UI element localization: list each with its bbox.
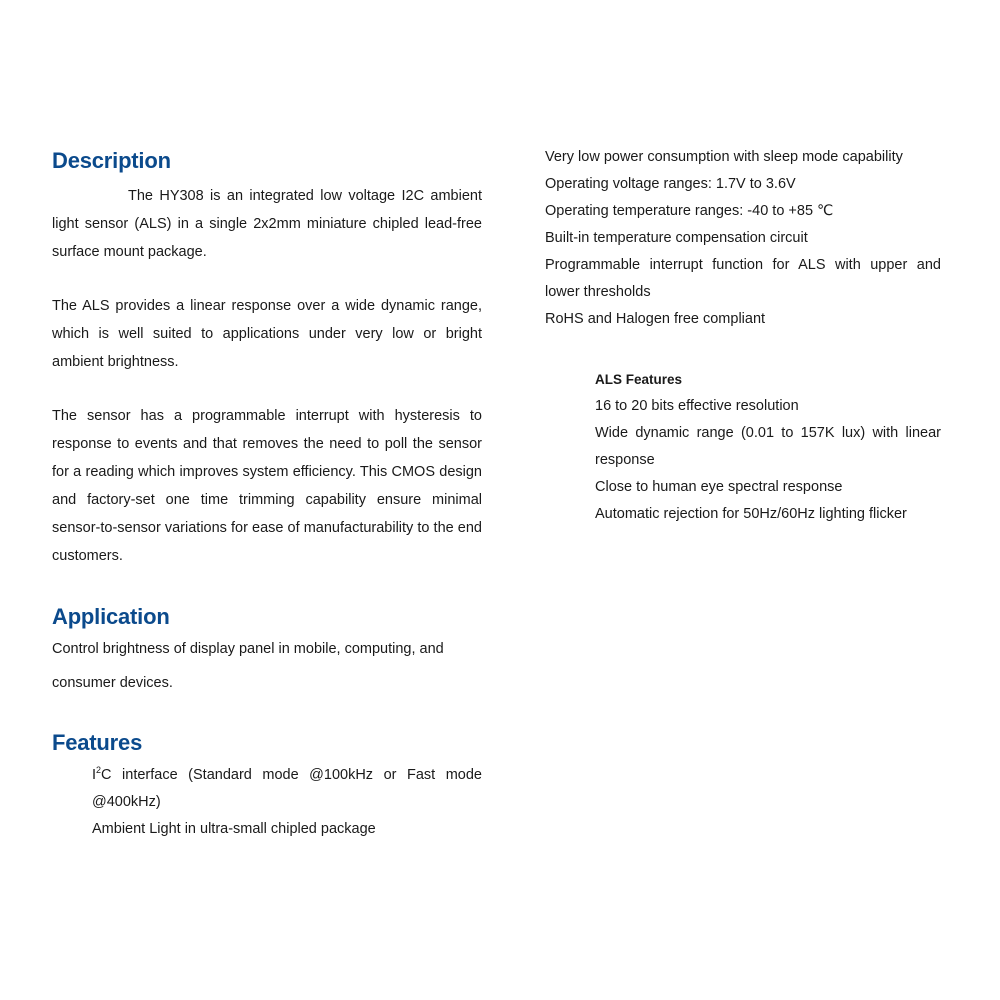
features-list — [92, 762, 482, 843]
application-text: Control brightness of display panel in mobile, computing, and consumer devices. — [52, 641, 444, 691]
right-feature-item: Operating voltage ranges: 1.7V to 3.6V — [545, 176, 796, 192]
als-feature-item: Close to human eye spectral response — [595, 479, 843, 495]
feature-i2c-prefix: I — [92, 767, 97, 783]
right-column — [545, 144, 941, 528]
als-features-section — [595, 367, 941, 528]
features-heading: Features — [52, 730, 143, 755]
als-feature-item: Automatic rejection for 50Hz/60Hz lighting flicker — [595, 506, 907, 522]
right-features-list — [545, 144, 941, 333]
feature-item-package: Ambient Light in ultra-small chipled package — [92, 821, 376, 837]
right-feature-item: Operating temperature ranges: -40 to +85 ℃ — [545, 203, 834, 219]
right-feature-item: RoHS and Halogen free compliant — [545, 311, 766, 327]
right-feature-item: Programmable interrupt function for ALS with upper and lower thresholds — [545, 257, 941, 300]
als-feature-item: 16 to 20 bits effective resolution — [595, 398, 799, 414]
feature-item-i2c — [92, 762, 482, 816]
left-column — [52, 148, 482, 843]
description-paragraph-1: The HY308 is an integrated low voltage I2C ambient light sensor (ALS) in a single 2x2mm miniature chipled lead-free surface mount package. — [52, 188, 482, 260]
description-heading: Description — [52, 148, 171, 173]
als-feature-item: Wide dynamic range (0.01 to 157K lux) with linear response — [595, 425, 941, 468]
feature-i2c-rest: C interface (Standard mode @100kHz or Fast mode @400kHz) — [92, 767, 482, 810]
application-heading: Application — [52, 604, 170, 629]
als-features-title: ALS Features — [595, 372, 683, 387]
right-feature-item: Very low power consumption with sleep mode capability — [545, 149, 903, 165]
als-features-list — [595, 393, 941, 528]
feature-i2c-superscript: 2 — [96, 765, 102, 776]
right-feature-item: Built-in temperature compensation circuit — [545, 230, 808, 246]
description-paragraph-3: The sensor has a programmable interrupt with hysteresis to response to events and that removes the need to poll the sensor for a reading which improves system efficiency. This CMOS design and factory-set one time trimming capability ensure minimal sensor-to-sensor variations for ease of manufacturability to the end customers. — [52, 408, 482, 564]
description-paragraph-2: The ALS provides a linear response over a wide dynamic range, which is well suited to applications under very low or bright ambient brightness. — [52, 298, 482, 370]
